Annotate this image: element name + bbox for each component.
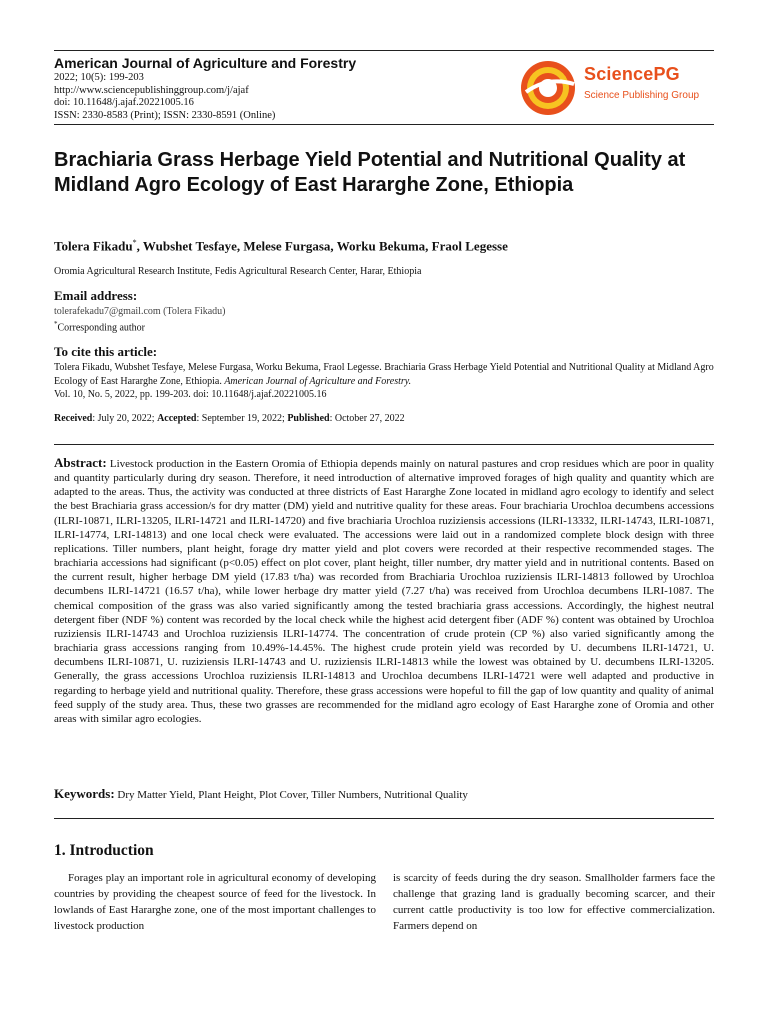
logo-subtitle: Science Publishing Group	[584, 90, 700, 101]
published-date: : October 27, 2022	[329, 413, 405, 424]
corresponding-note-text: Corresponding author	[57, 322, 145, 334]
accepted-date: : September 19, 2022;	[196, 413, 288, 424]
keywords	[54, 786, 468, 802]
logo-brand-text: SciencePG	[584, 64, 680, 84]
author-first: Tolera Fikadu	[54, 238, 133, 254]
sciencepg-logo	[518, 58, 718, 118]
citation-text: Tolera Fikadu, Wubshet Tesfaye, Melese Furgasa, Worku Bekuma, Fraol Legesse. Brachiaria Grass Herbage Yield Potential and Nutritional Quality at Midland Agro Ecology of East Hararghe Zone, Ethiopia.	[54, 362, 714, 387]
article-title: Brachiaria Grass Herbage Yield Potential and Nutritional Quality at Midland Agro Ecology of East Hararghe Zone, Ethiopia	[54, 149, 686, 196]
citation	[54, 361, 714, 402]
intro-left-column: Forages play an important role in agricultural economy of developing countries by providing the cheapest source of feed for the livestock. In lowlands of East Hararghe zone, one of the most important challenges to livestock production	[54, 872, 376, 932]
published-label: Published	[287, 413, 330, 424]
abstract-label: Abstract:	[54, 455, 107, 470]
abstract-top-rule	[54, 444, 714, 445]
corresponding-mark: *	[132, 238, 137, 247]
citation-journal: American Journal of Agriculture and Forestry.	[224, 375, 412, 387]
journal-issn: ISSN: 2330-8583 (Print); ISSN: 2330-8591 (Online)	[54, 109, 276, 121]
cite-heading: To cite this article:	[54, 344, 158, 359]
journal-url[interactable]: http://www.sciencepublishinggroup.com/j/ajaf	[54, 84, 249, 96]
journal-meta	[54, 72, 275, 122]
publication-dates	[54, 413, 405, 424]
abstract-text: Livestock production in the Eastern Oromia of Ethiopia depends mainly on natural pastures and crop residues which are poor in quality and quantity particularly during dry season. Therefore, it need introduction of alternative improved forages of high quality and quantity which are adapted to the areas. Thus, the activity was conducted at three districts of East Hararghe Zone located in midland agro ecology to identify and select the best Brachiaria grass accession/s for dry matter (DM) yield and nutritive quality for these areas. Four brachiaria Urochloa decumbens accessions (ILRI-10871, ILRI-13205, ILRI-14721 and ILRI-14720) and five brachiaria Urochloa ruziziensis accessions (ILRI-13332, ILRI-14743, ILRI-10871, ILRI-14774, LRI-14813) and one local check were evaluated. The accessions were laid out in a randomized complete block design with three replications. Tiller numbers, plant height, forage dry matter yield and plot covers were recorded at their respective recommended stages. The brachiaria accessions had significant (p<0.05) effect on plot cover, plant height, tiller number, dry matter yield and in nutritional contents. Based on the current result, higher herbage DM yield (17.83 t/ha) was recorded from Brachiaria Urochloa ruziziensis ILRI-14813 followed by Urochloa decumbens ILRI-14721 (16.57 t/ha), while lower herbage dry matter yield (7.27 t/ha) was received from Urochloa decumbens ILRI-1087. The chemical composition of the grass was also varied significantly among the tested brachiaria grass accessions. Accordingly, the highest neutral detergent fiber (NDF %) content was recorded by the local check while the highest acid detergent fiber (ADF %) content was obtained by Urochloa ruziziensis ILRI-14743 and Urochloa ruziziensis ILRI-14774. The concentration of crude protein (CP %) also varied significantly among the brachiaria grass accessions ranging from 10.49%-14.45%. The highest crude protein yield was recorded by U. decumbens ILRI-14721, U. decumbens ILRI-10871, U. ruziziensis ILRI-14743 and U. ruziziensis ILRI-14813 while the lowest was obtained by U. decumbens ILRI-13205. Generally, the grass accessions Urochloa ruziziensis ILRI-14813 and Urochloa decumbens ILRI-14721 were well adapted and productive in regarding to herbage yield and nutritional quality. Therefore, these grass accessions were hopeful to fill the gap of low quantity and quality of animal feed supply of the study area. Thus, these two grasses are recommended for the midland agro ecology of East Hararghe zone of Oromia and other areas with similar agro ecologies.	[54, 458, 714, 725]
citation-volume: Vol. 10, No. 5, 2022, pp. 199-203. doi: 10.11648/j.ajaf.20221005.16	[54, 389, 327, 400]
keywords-label: Keywords:	[54, 786, 115, 801]
header-top-rule	[54, 50, 714, 51]
author-rest: , Wubshet Tesfaye, Melese Furgasa, Worku Bekuma, Fraol Legesse	[136, 238, 508, 254]
journal-doi: doi: 10.11648/j.ajaf.20221005.16	[54, 97, 194, 108]
accepted-label: Accepted	[157, 413, 197, 424]
keywords-bottom-rule	[54, 818, 714, 819]
email-heading: Email address:	[54, 288, 138, 303]
received-label: Received	[54, 413, 93, 424]
corresponding-note-mark: *	[54, 320, 58, 328]
received-date: : July 20, 2022;	[92, 413, 158, 424]
section-heading-introduction: 1. Introduction	[54, 842, 154, 859]
affiliation: Oromia Agricultural Research Institute, Fedis Agricultural Research Center, Harar, Ethiopia	[54, 266, 422, 277]
journal-name: American Journal of Agriculture and Forestry	[54, 55, 357, 71]
keywords-text: Dry Matter Yield, Plant Height, Plot Cover, Tiller Numbers, Nutritional Quality	[117, 789, 468, 801]
intro-right-column: is scarcity of feeds during the dry season. Smallholder farmers face the challenge that grazing land is gradually becoming scarcer, and their current cattle productivity is too low for effective commercialization. Farmers depend on	[393, 872, 715, 932]
volume-pages: 2022; 10(5): 199-203	[54, 72, 144, 83]
abstract	[54, 456, 714, 726]
corresponding-author-note	[54, 320, 145, 333]
author-list	[54, 238, 508, 254]
sciencepg-logo-icon	[518, 58, 580, 118]
email-address[interactable]: tolerafekadu7@gmail.com (Tolera Fikadu)	[54, 306, 226, 317]
header-bottom-rule	[54, 124, 714, 125]
